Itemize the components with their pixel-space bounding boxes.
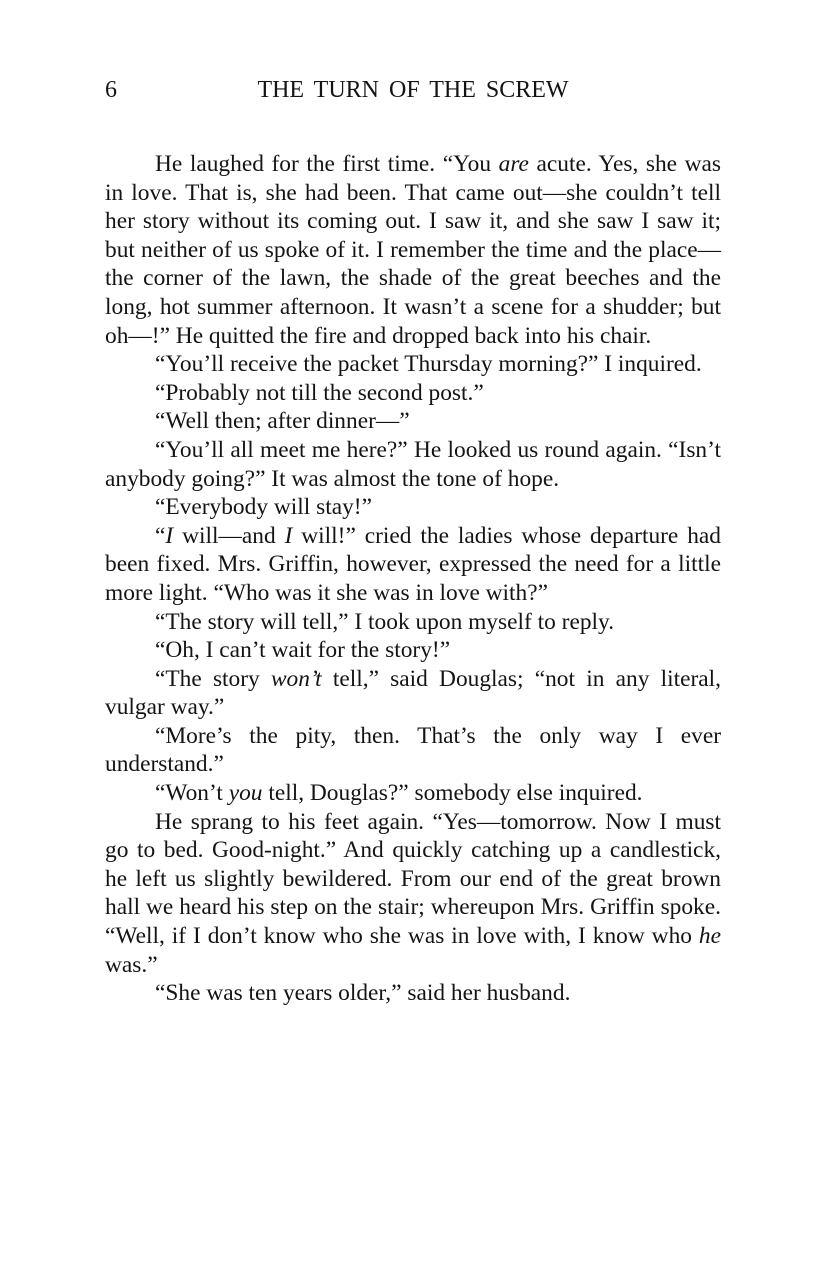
text-run: tell, Douglas?” somebody else inquired. [262, 780, 643, 807]
page-header [105, 74, 721, 106]
italic-text: you [228, 780, 263, 807]
page-number: 6 [105, 77, 117, 103]
paragraph [105, 608, 721, 637]
text-run: “Probably not till the second post.” [155, 379, 484, 406]
paragraph [105, 808, 721, 980]
italic-text: he [698, 923, 721, 950]
text-run: acute. Yes, she was in love. That is, she had been. That came out—she couldn’t tell her story without its coming out. I saw it, and she saw I saw it; but neither of us spoke of it. I remember the time and the place—the corner of the lawn, the shade of the great beeches and the long, hot summer afternoon. It wasn’t a scene for a shudder; but oh—!” He quitted the fire and dropped back into his chair. [105, 151, 721, 349]
text-run: “Oh, I can’t wait for the story!” [155, 637, 451, 664]
paragraph [105, 436, 721, 493]
paragraph [105, 522, 721, 608]
text-run: “The story [155, 665, 271, 692]
text-run: “She was ten years older,” said her husband. [155, 980, 571, 1007]
paragraph [105, 407, 721, 436]
text-run: “Everybody will stay!” [155, 494, 372, 521]
text-run: “Well then; after dinner—” [155, 408, 410, 435]
text-run: He sprang to his feet again. “Yes—tomorrow. Now I must go to bed. Good-night.” And quickly catching up a candlestick, he left us slightly bewildered. From our end of the great brown hall we heard his step on the stair; whereupon Mrs. Griffin spoke. “Well, if I don’t know who she was in love with, I know who [105, 808, 721, 950]
paragraph [105, 636, 721, 665]
paragraph [105, 493, 721, 522]
text-run: “Won’t [155, 780, 229, 807]
text-run: tell,” said Douglas; “not in any literal, vulgar way.” [105, 665, 721, 721]
text-run: “You’ll receive the packet Thursday morning?” I inquired. [155, 351, 702, 378]
text-run: will—and [173, 522, 285, 549]
text-run: “More’s the pity, then. That’s the only way I ever understand.” [105, 722, 721, 778]
paragraph [105, 722, 721, 779]
text-run: “You’ll all meet me here?” He looked us round again. “Isn’t anybody going?” It was almost the tone of hope. [105, 436, 721, 492]
text-run: will!” cried the ladies whose departure had been fixed. Mrs. Griffin, however, expressed the need for a little more light. “Who was it she was in love with?” [105, 522, 721, 606]
text-run: He laughed for the first time. “You [155, 151, 499, 177]
paragraph [105, 979, 721, 1008]
paragraph [105, 150, 721, 350]
italic-text: I [284, 522, 293, 549]
italic-text: I [165, 522, 174, 549]
paragraph [105, 350, 721, 379]
text-run: “The story will tell,” I took upon myself to reply. [155, 608, 615, 635]
text-body [105, 150, 721, 1008]
text-run: “ [155, 522, 166, 549]
italic-text: won’t [270, 665, 322, 692]
italic-text: are [498, 151, 529, 177]
running-head: THE TURN OF THE SCREW [257, 77, 569, 103]
text-run: was.” [105, 951, 158, 978]
paragraph [105, 379, 721, 408]
paragraph [105, 665, 721, 722]
paragraph [105, 779, 721, 808]
